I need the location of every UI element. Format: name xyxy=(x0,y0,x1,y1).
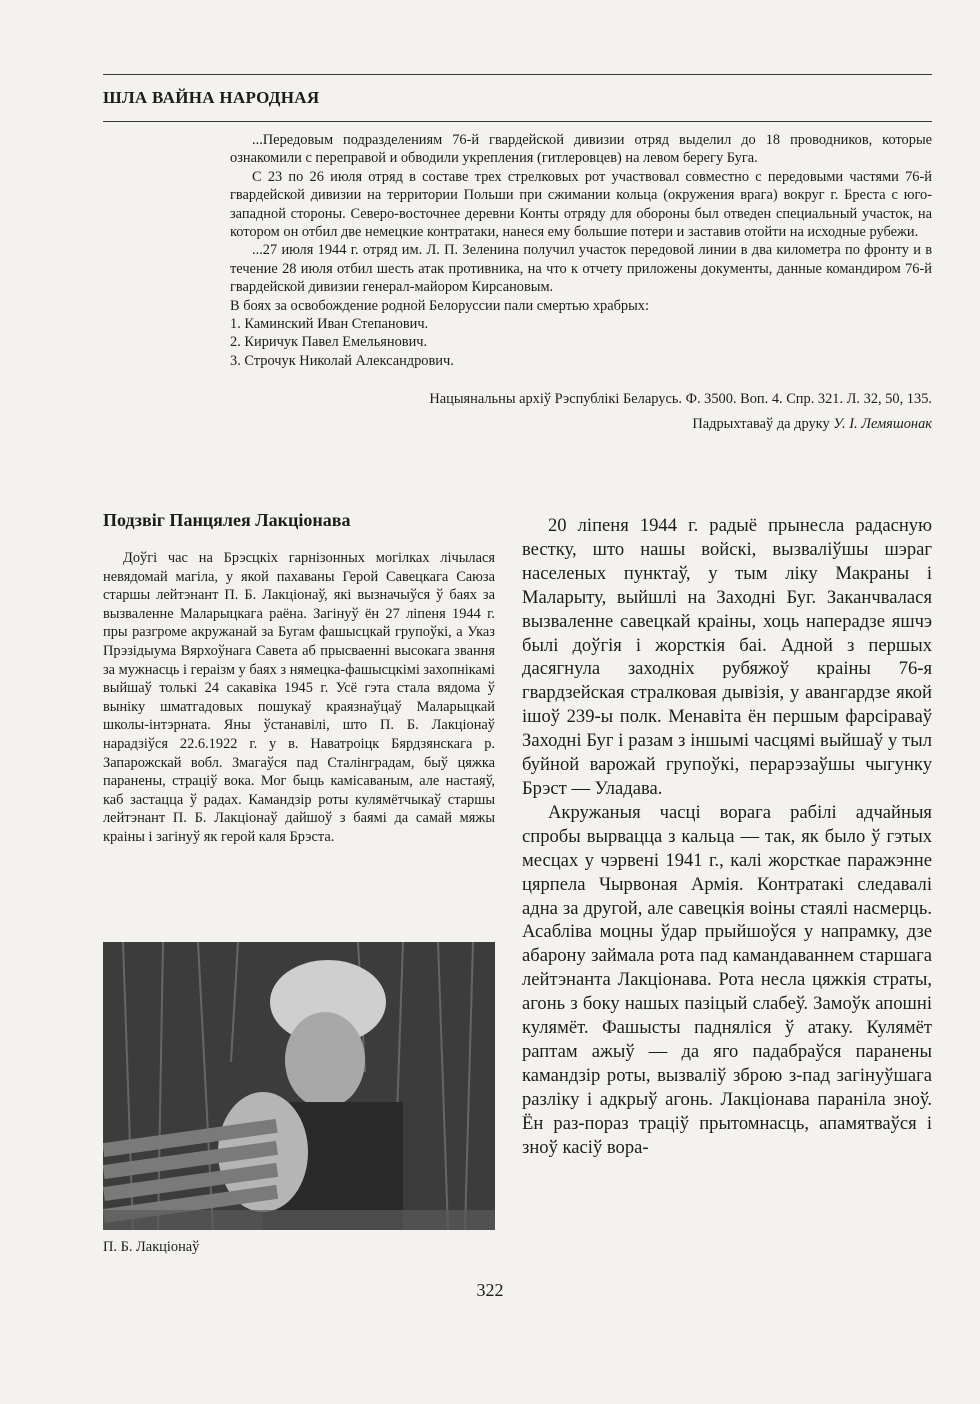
excerpt-paragraph: ...Передовым подразделениям 76-й гвардейской дивизии отряд выделил до 18 проводников, которые ознакомили с переправой и обводили укрепления (гитлеровцев) на левом берегу Буга. xyxy=(230,132,932,167)
list-item: 3. Строчук Николай Александрович. xyxy=(230,352,454,369)
portrait-photo xyxy=(103,942,495,1230)
excerpt-paragraph: С 23 по 26 июля отряд в составе трех стрелковых рот участвовал совместно с передовыми частями 76-й гвардейской дивизии на территории Польши при сжимании кольца (окружения врага) вокруг г. Бреста с юго-западной стороны. Северо-восточнее деревни Конты отряду для обороны был отведен специальный участок, на котором он отбил две немецкие контратаки, нанеся ему большие потери и заставив отойти на исходные рубежи. xyxy=(230,168,932,241)
running-head: ШЛА ВАЙНА НАРОДНАЯ xyxy=(103,88,320,107)
archive-excerpt xyxy=(230,131,932,433)
article-paragraph: Доўгі час на Брэсцкіх гарнізонных могілках лічылася невядомай магіла, у якой пахаваны Герой Савецкага Саюза старшы лейтэнант П. Б. Лакціонаў, які вызначыўся ў баях за вызваленне Маларыцкага раёна. Загінуў ён 27 ліпеня 1944 г. пры разгроме акружанай за Бугам фашысцкай групоўкі, а Указ Прэзідыума Вярхоўнага Савета аб прысваенні высокага звання за мужнасць і гераізм у баях з нямецка-фашысцкімі захопнікамі выйшаў толькі 24 сакавіка 1945 г. Усё гэта стала вядома ў выніку шматгадовых пошукаў краязнаўцаў Маларыцкай школы-інтэрната. Яны ўстанавілі, што П. Б. Лакціонаў нарадзіўся 22.6.1922 г. у в. Наватроіцк Бярдзянскага р. Запарожскай вобл. Змагаўся пад Сталінградам, быў цяжка паранены, страціў вока. Мог быць камісаваным, але настаяў, каб застацца ў радах. Камандзір роты кулямётчыкаў старшы лейтэнант П. Б. Лакціонаў дайшоў з баямі да самай мяжы краіны і загінуў як герой каля Брэста. xyxy=(103,550,496,845)
list-item: 1. Каминский Иван Степанович. xyxy=(230,316,429,333)
photo-caption: П. Б. Лакціонаў xyxy=(103,1239,200,1255)
left-column xyxy=(103,510,495,847)
article-title: Подзвіг Панцялея Лакціонава xyxy=(103,510,351,530)
left-column-text xyxy=(103,549,495,847)
prepared-by: Падрыхтаваў да друку У. І. Лемяшонак xyxy=(692,415,932,432)
article-paragraph: 20 ліпеня 1944 г. радыё прынесла радасную вестку, што нашы войскі, вызваліўшы шэраг населеных пунктаў, у тым ліку Макраны і Маларыту, выйшлі на Заходні Буг. Заканчвалася вызваленне савецкай краіны, хоць наперадзе яшчэ былі доўгія і жорсткія баі. Адной з першых дасягнула заходніх рубяжоў краіны 76-я гвардзейская стралковая дывізія, у авангардзе якой ішоў 239-ы полк. Менавіта ён першым фарсіраваў Заходні Буг і разам з іншымі часцямі выйшаў у тыл буйной варожай групоўкі, перарэзаўшы чыгунку Брэст — Уладава. xyxy=(522,515,932,799)
header-rule-top xyxy=(103,74,932,75)
right-column xyxy=(522,514,932,1159)
page-number: 322 xyxy=(476,1280,504,1300)
header-rule-bottom xyxy=(103,121,932,122)
article-paragraph: Акружаныя часці ворага рабілі адчайныя спробы вырвацца з кальца — так, як было ў гэтых месцах у чэрвені 1941 г., калі жорсткае паражэнне цярпела Чырвоная Армія. Контратакі следавалі адна за другой, але савецкія воіны стаялі насмерць. Асабліва моцны ўдар прыйшоўся у напрамку, дзе абарону займала рота пад камандаваннем старшага лейтэнанта Лакціонава. Рота несла цяжкія страты, агонь з боку нашых пазіцый слабеў. Замоўк апошні кулямёт. Фашысты падняліся ў атаку. Кулямёт раптам ажыў — да яго падабраўся паранены камандзір роты, вызваліў зброю з-пад загінуўшага разліку і адкрыў агонь. Лакціонава паранiла зноў. Ён раз-пораз трацiў прытомнасць, апамятваўся і зноў касіў вора- xyxy=(522,801,932,1158)
archive-source: Нацыянальны архіў Рэспублікі Беларусь. Ф. 3500. Воп. 4. Спр. 321. Л. 32, 50, 135. xyxy=(429,391,932,408)
excerpt-paragraph: В боях за освобождение родной Белоруссии пали смертью храбрых: xyxy=(230,297,649,314)
portrait-photo-image xyxy=(103,942,495,1230)
list-item: 2. Киричук Павел Емельянович. xyxy=(230,334,428,351)
excerpt-paragraph: ...27 июля 1944 г. отряд им. Л. П. Зеленина получил участок передовой линии в два километра по фронту и в течение 28 июля отбил шесть атак противника, на что к отчету приложены документы, данные командиром 76-й гвардейской дивизии генерал-майором Кирсановым. xyxy=(230,242,932,296)
prepared-by-name: У. І. Лемяшонак xyxy=(833,415,932,432)
